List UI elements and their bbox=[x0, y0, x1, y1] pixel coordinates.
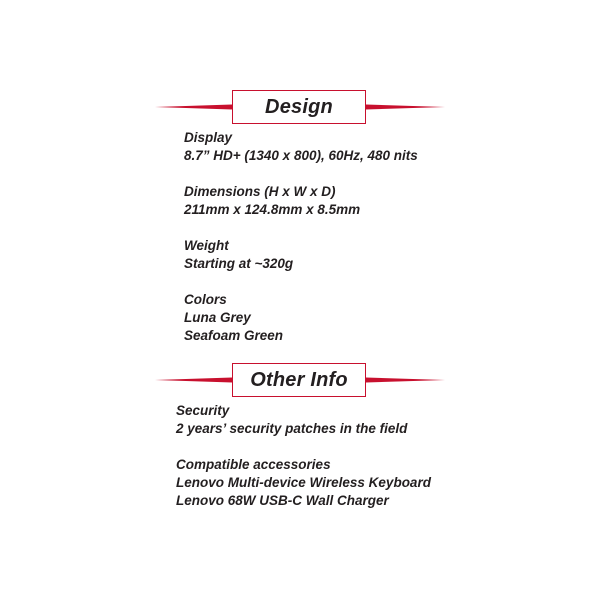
spec-label: Colors bbox=[184, 292, 227, 307]
other-info-header-box bbox=[232, 363, 366, 397]
spec-dimensions bbox=[184, 183, 418, 219]
other-info-specs bbox=[176, 402, 431, 510]
spec-value: Starting at ~320g bbox=[184, 256, 294, 271]
other-info-title: Other Info bbox=[250, 368, 348, 391]
spec-label: Compatible accessories bbox=[176, 457, 331, 472]
spec-value: Seafoam Green bbox=[184, 328, 284, 343]
spec-label: Weight bbox=[184, 238, 229, 253]
design-header bbox=[155, 90, 445, 126]
spec-value: Lenovo Multi-device Wireless Keyboard bbox=[176, 475, 431, 490]
spec-colors bbox=[184, 291, 418, 345]
other-info-header bbox=[155, 363, 445, 399]
spec-label: Security bbox=[176, 403, 230, 418]
spec-value: Lenovo 68W USB-C Wall Charger bbox=[176, 493, 389, 508]
spec-value: 8.7” HD+ (1340 x 800), 60Hz, 480 nits bbox=[184, 148, 418, 163]
spec-label: Display bbox=[184, 130, 233, 145]
spec-label: Dimensions (H x W x D) bbox=[184, 184, 336, 199]
spec-accessories bbox=[176, 456, 431, 510]
design-title: Design bbox=[265, 95, 333, 118]
spec-display bbox=[184, 129, 418, 165]
spec-security bbox=[176, 402, 431, 438]
spec-value: 2 years’ security patches in the field bbox=[176, 421, 408, 436]
spec-value: 211mm x 124.8mm x 8.5mm bbox=[184, 202, 361, 217]
spec-weight bbox=[184, 237, 418, 273]
spec-value: Luna Grey bbox=[184, 310, 251, 325]
design-specs bbox=[184, 129, 418, 345]
design-header-box bbox=[232, 90, 366, 124]
